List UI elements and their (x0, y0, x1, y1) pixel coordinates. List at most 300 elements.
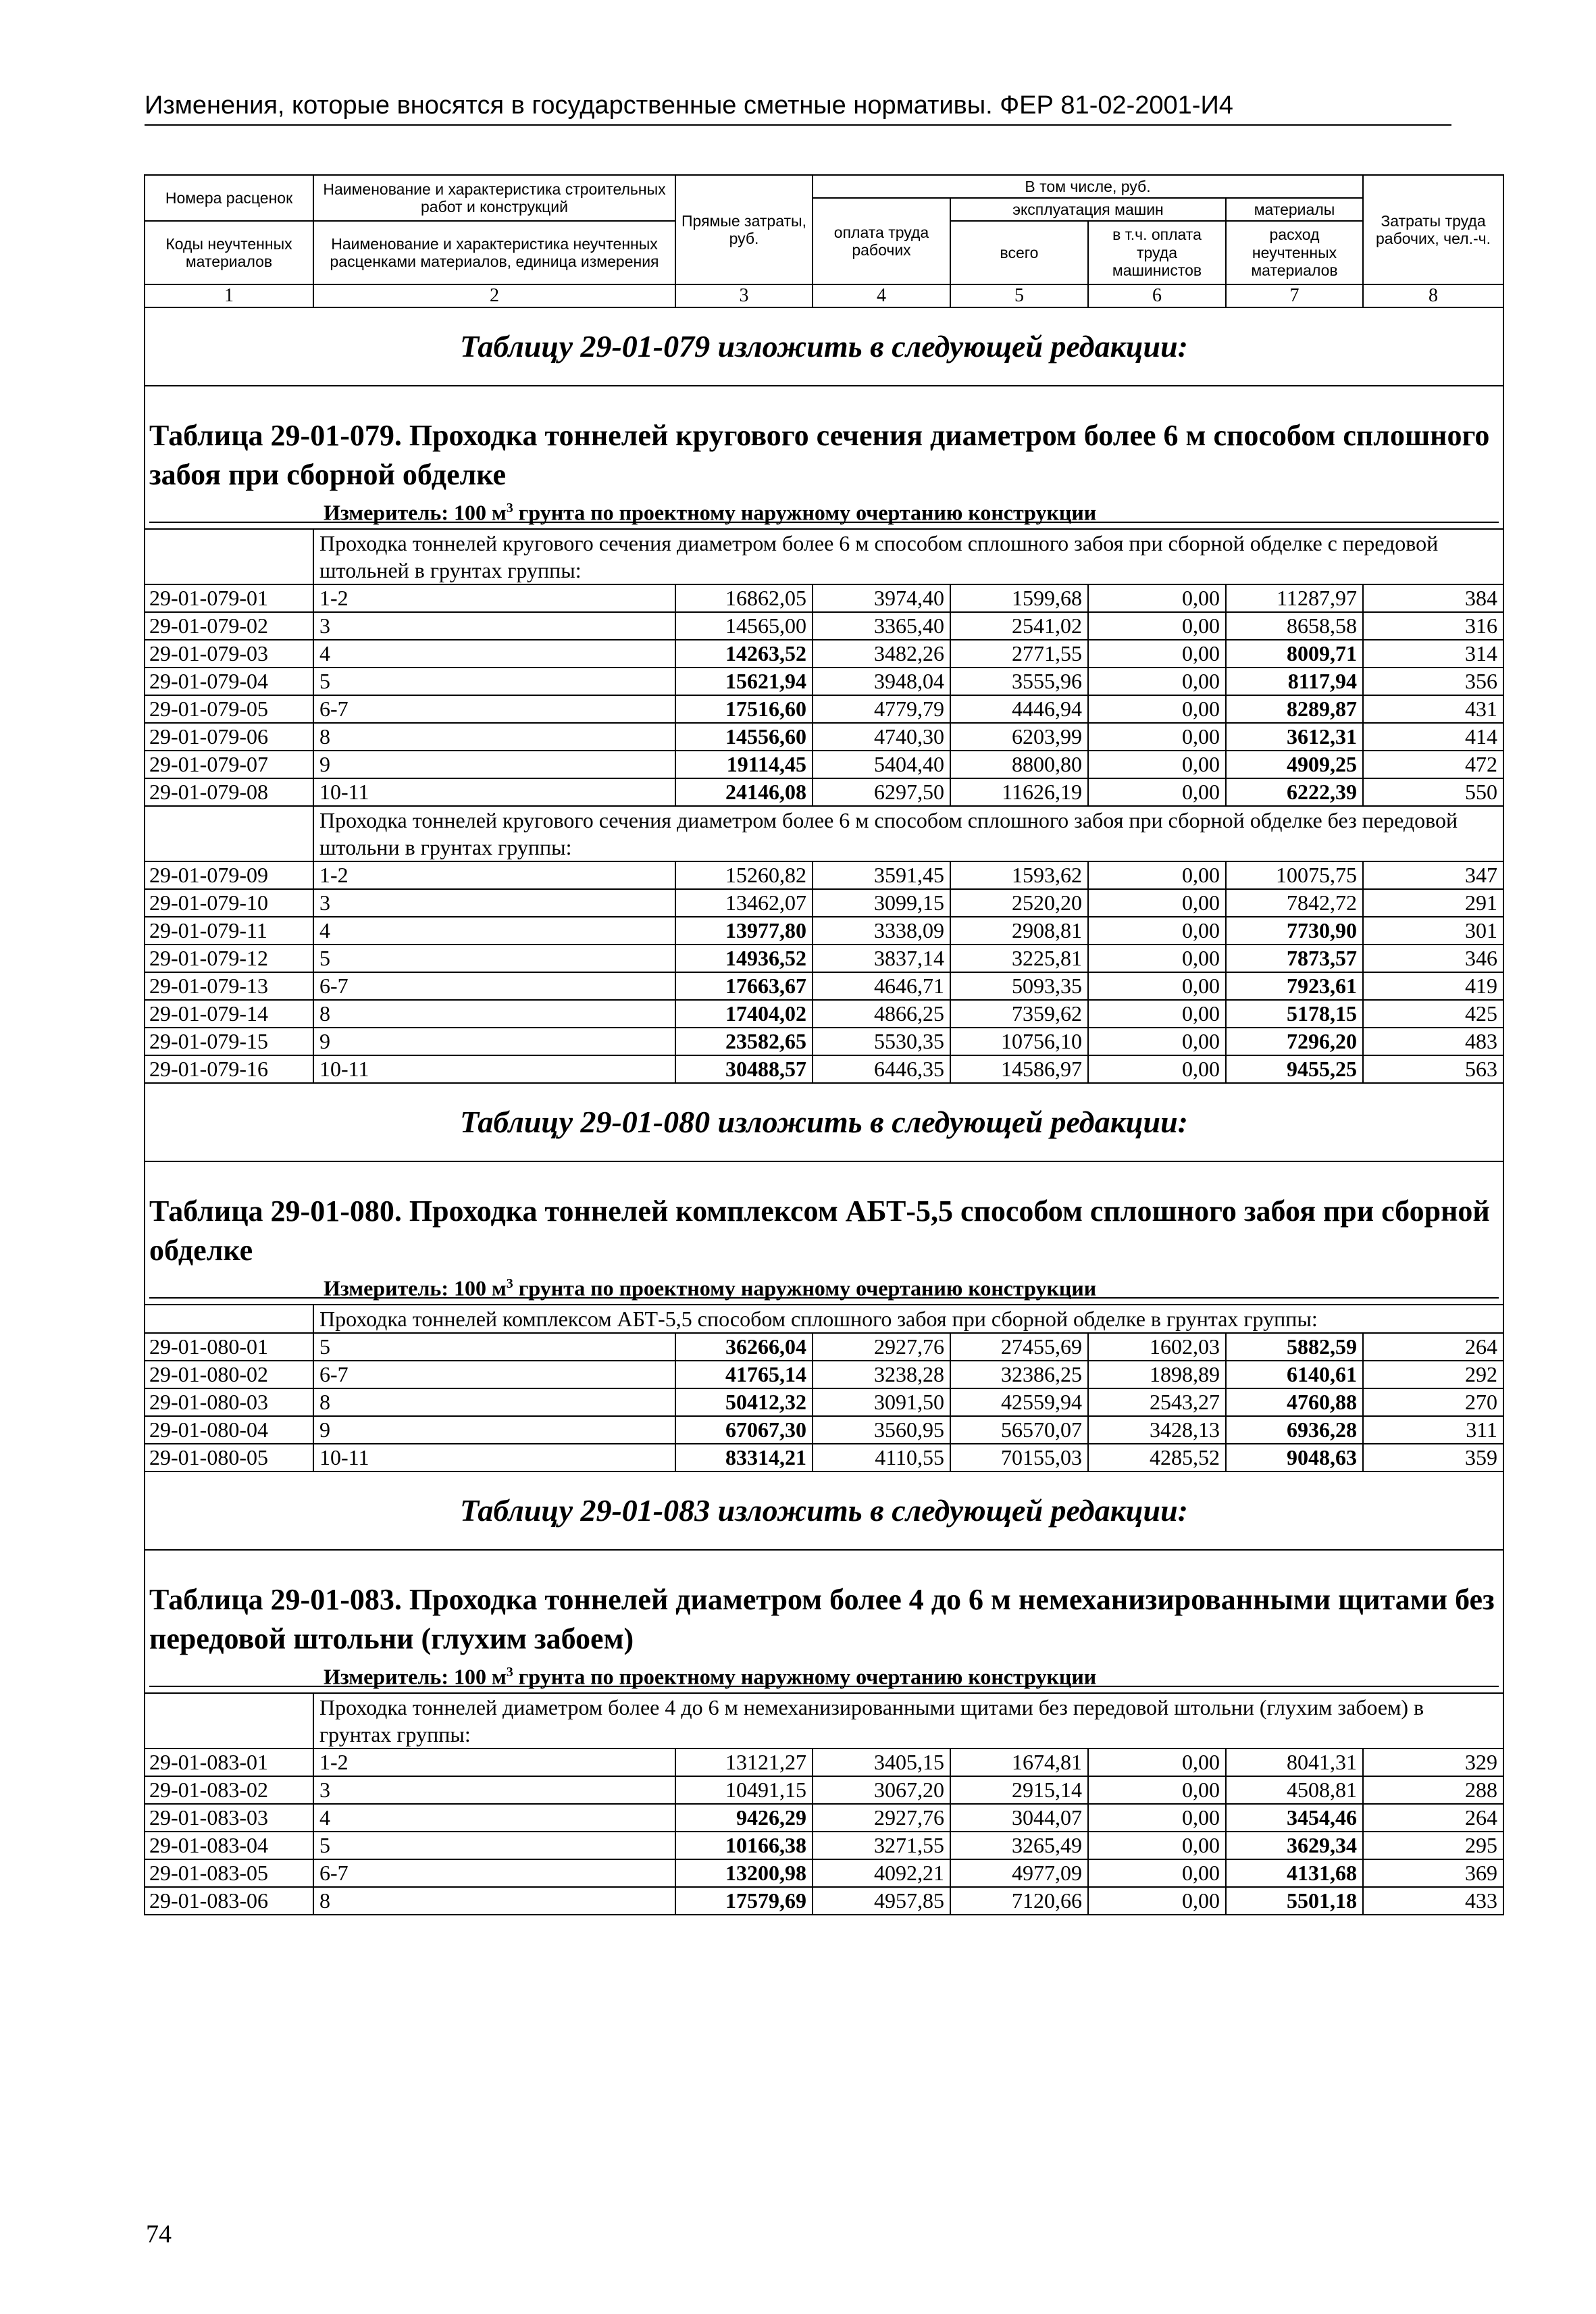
cell-direct-costs: 36266,04 (675, 1333, 813, 1361)
cell-materials-cost: 4909,25 (1226, 751, 1363, 778)
unit-suffix: грунта по проектному наружному очертанию конструкции (513, 1276, 1097, 1301)
cell-operator-pay: 4285,52 (1088, 1444, 1226, 1472)
table-row (145, 917, 1503, 945)
col-material-use: расход неучтенных материалов (1226, 221, 1363, 284)
cell-operator-pay: 0,00 (1088, 1749, 1226, 1776)
rates-table (144, 174, 1504, 1915)
cell-labor-hours: 425 (1363, 1000, 1503, 1028)
cell-direct-costs: 30488,57 (675, 1055, 813, 1083)
cell-operator-pay: 0,00 (1088, 723, 1226, 751)
instruction-row (145, 1472, 1503, 1550)
cell-worker-pay: 2927,76 (813, 1333, 950, 1361)
cell-labor-hours: 414 (1363, 723, 1503, 751)
cell-materials-cost: 8658,58 (1226, 612, 1363, 640)
table-row (145, 861, 1503, 889)
cell-materials-cost: 4508,81 (1226, 1776, 1363, 1804)
cell-rate-code: 29-01-079-04 (145, 668, 313, 695)
cell-rate-code: 29-01-079-05 (145, 695, 313, 723)
table-row (145, 1361, 1503, 1388)
cell-labor-hours: 301 (1363, 917, 1503, 945)
cell-materials-cost: 7296,20 (1226, 1028, 1363, 1055)
table-row (145, 1832, 1503, 1859)
unit-power: 3 (506, 501, 513, 516)
cell-worker-pay: 3238,28 (813, 1361, 950, 1388)
cell-materials-cost: 5178,15 (1226, 1000, 1363, 1028)
cell-labor-hours: 356 (1363, 668, 1503, 695)
cell-machines-total: 3225,81 (950, 945, 1088, 972)
table-row (145, 1749, 1503, 1776)
cell-machines-total: 3265,49 (950, 1832, 1088, 1859)
cell-worker-pay: 4092,21 (813, 1859, 950, 1887)
cell-soil-group: 4 (313, 640, 675, 668)
col-num: 4 (813, 284, 950, 307)
table-row (145, 584, 1503, 612)
cell-operator-pay: 0,00 (1088, 584, 1226, 612)
cell-rate-code: 29-01-080-05 (145, 1444, 313, 1472)
cell-worker-pay: 4779,79 (813, 695, 950, 723)
cell-direct-costs: 14936,52 (675, 945, 813, 972)
cell-worker-pay: 3560,95 (813, 1416, 950, 1444)
table-row (145, 1887, 1503, 1915)
cell-labor-hours: 291 (1363, 889, 1503, 917)
cell-direct-costs: 14263,52 (675, 640, 813, 668)
table-row (145, 1055, 1503, 1083)
unit-prefix: Измеритель: 100 м (324, 500, 507, 525)
cell-worker-pay: 3091,50 (813, 1388, 950, 1416)
cell-labor-hours: 264 (1363, 1804, 1503, 1832)
cell-direct-costs: 13977,80 (675, 917, 813, 945)
cell-operator-pay: 0,00 (1088, 1859, 1226, 1887)
instruction-row (145, 1083, 1503, 1161)
table-row (145, 1416, 1503, 1444)
table-title (145, 1550, 1503, 1693)
group-heading-row (145, 1305, 1503, 1333)
cell-machines-total: 3044,07 (950, 1804, 1088, 1832)
cell-direct-costs: 14556,60 (675, 723, 813, 751)
cell-materials-cost: 6222,39 (1226, 778, 1363, 806)
group-heading: Проходка тоннелей кругового сечения диаметром более 6 м способом сплошного забоя при сборной обделке с передовой штольней в грунтах группы: (313, 529, 1503, 584)
cell-operator-pay: 3428,13 (1088, 1416, 1226, 1444)
cell-rate-code: 29-01-079-01 (145, 584, 313, 612)
col-direct-costs: Прямые затраты, руб. (675, 175, 813, 284)
cell-direct-costs: 16862,05 (675, 584, 813, 612)
cell-machines-total: 2771,55 (950, 640, 1088, 668)
cell-direct-costs: 10491,15 (675, 1776, 813, 1804)
cell-labor-hours: 311 (1363, 1416, 1503, 1444)
column-numbers-row (145, 284, 1503, 307)
cell-rate-code: 29-01-079-07 (145, 751, 313, 778)
cell-machines-total: 11626,19 (950, 778, 1088, 806)
cell-direct-costs: 14565,00 (675, 612, 813, 640)
cell-direct-costs: 83314,21 (675, 1444, 813, 1472)
cell-rate-code: 29-01-083-02 (145, 1776, 313, 1804)
cell-worker-pay: 2927,76 (813, 1804, 950, 1832)
cell-direct-costs: 23582,65 (675, 1028, 813, 1055)
cell-soil-group: 9 (313, 751, 675, 778)
cell-direct-costs: 17579,69 (675, 1887, 813, 1915)
cell-worker-pay: 5404,40 (813, 751, 950, 778)
cell-machines-total: 7120,66 (950, 1887, 1088, 1915)
cell-materials-cost: 9048,63 (1226, 1444, 1363, 1472)
cell-rate-code: 29-01-080-04 (145, 1416, 313, 1444)
table-row (145, 751, 1503, 778)
cell-rate-code: 29-01-083-03 (145, 1804, 313, 1832)
group-heading: Проходка тоннелей диаметром более 4 до 6 м немеханизированными щитами без передовой штольни (глухим забоем) в грунтах группы: (313, 1693, 1503, 1749)
col-num: 3 (675, 284, 813, 307)
cell-soil-group: 5 (313, 1832, 675, 1859)
cell-materials-cost: 8009,71 (1226, 640, 1363, 668)
cell-materials-cost: 7730,90 (1226, 917, 1363, 945)
cell-rate-code: 29-01-079-12 (145, 945, 313, 972)
table-row (145, 1028, 1503, 1055)
cell-machines-total: 2915,14 (950, 1776, 1088, 1804)
cell-materials-cost: 5882,59 (1226, 1333, 1363, 1361)
unit-power: 3 (506, 1665, 513, 1680)
cell-direct-costs: 19114,45 (675, 751, 813, 778)
cell-soil-group: 9 (313, 1028, 675, 1055)
cell-machines-total: 3555,96 (950, 668, 1088, 695)
cell-direct-costs: 10166,38 (675, 1832, 813, 1859)
cell-worker-pay: 4110,55 (813, 1444, 950, 1472)
cell-rate-code: 29-01-079-06 (145, 723, 313, 751)
cell-materials-cost: 11287,97 (1226, 584, 1363, 612)
cell-operator-pay: 0,00 (1088, 861, 1226, 889)
cell-rate-code: 29-01-079-03 (145, 640, 313, 668)
cell-direct-costs: 41765,14 (675, 1361, 813, 1388)
cell-rate-code: 29-01-079-10 (145, 889, 313, 917)
cell-labor-hours: 347 (1363, 861, 1503, 889)
unit-prefix: Измеритель: 100 м (324, 1664, 507, 1689)
group-heading-spacer (145, 529, 313, 584)
cell-worker-pay: 4646,71 (813, 972, 950, 1000)
table-title (145, 1161, 1503, 1305)
table-row (145, 889, 1503, 917)
cell-machines-total: 56570,07 (950, 1416, 1088, 1444)
cell-soil-group: 3 (313, 889, 675, 917)
cell-materials-cost: 7923,61 (1226, 972, 1363, 1000)
cell-machines-total: 14586,97 (950, 1055, 1088, 1083)
table-row (145, 695, 1503, 723)
table-row (145, 972, 1503, 1000)
col-rate-number: Номера расценок (145, 175, 313, 221)
table-row (145, 1388, 1503, 1416)
group-heading-row (145, 806, 1503, 861)
cell-soil-group: 3 (313, 612, 675, 640)
cell-direct-costs: 13200,98 (675, 1859, 813, 1887)
table-title-text: Проходка тоннелей диаметром более 4 до 6 м немеханизированными щитами без передовой штольни (глухим забоем) (149, 1583, 1495, 1656)
cell-worker-pay: 4866,25 (813, 1000, 950, 1028)
col-material-codes: Коды неучтенных материалов (145, 221, 313, 284)
cell-worker-pay: 3482,26 (813, 640, 950, 668)
unit-prefix: Измеритель: 100 м (324, 1276, 507, 1301)
cell-soil-group: 5 (313, 945, 675, 972)
cell-operator-pay: 0,00 (1088, 972, 1226, 1000)
cell-operator-pay: 0,00 (1088, 917, 1226, 945)
cell-operator-pay: 1602,03 (1088, 1333, 1226, 1361)
cell-worker-pay: 3099,15 (813, 889, 950, 917)
cell-labor-hours: 431 (1363, 695, 1503, 723)
cell-machines-total: 7359,62 (950, 1000, 1088, 1028)
col-labor-hours: Затраты труда рабочих, чел.-ч. (1363, 175, 1503, 284)
cell-labor-hours: 329 (1363, 1749, 1503, 1776)
cell-rate-code: 29-01-080-01 (145, 1333, 313, 1361)
col-operator-pay: в т.ч. оплата труда машинистов (1088, 221, 1226, 284)
cell-worker-pay: 5530,35 (813, 1028, 950, 1055)
page-header: Изменения, которые вносятся в государственные сметные нормативы. ФЕР 81-02-2001-И4 (145, 91, 1451, 126)
col-worker-pay: оплата труда рабочих (813, 198, 950, 284)
cell-labor-hours: 288 (1363, 1776, 1503, 1804)
cell-worker-pay: 3271,55 (813, 1832, 950, 1859)
table-title-number: Таблица 29-01-080. (149, 1194, 402, 1228)
cell-labor-hours: 314 (1363, 640, 1503, 668)
table-row (145, 1776, 1503, 1804)
cell-rate-code: 29-01-079-11 (145, 917, 313, 945)
cell-labor-hours: 369 (1363, 1859, 1503, 1887)
cell-materials-cost: 7873,57 (1226, 945, 1363, 972)
group-heading-spacer (145, 806, 313, 861)
table-title-row (145, 386, 1503, 529)
cell-rate-code: 29-01-079-09 (145, 861, 313, 889)
cell-soil-group: 4 (313, 917, 675, 945)
cell-worker-pay: 3067,20 (813, 1776, 950, 1804)
cell-soil-group: 10-11 (313, 1444, 675, 1472)
cell-machines-total: 1674,81 (950, 1749, 1088, 1776)
cell-rate-code: 29-01-083-01 (145, 1749, 313, 1776)
cell-soil-group: 1-2 (313, 584, 675, 612)
cell-materials-cost: 6936,28 (1226, 1416, 1363, 1444)
group-heading-spacer (145, 1693, 313, 1749)
cell-machines-total: 27455,69 (950, 1333, 1088, 1361)
cell-materials-cost: 4760,88 (1226, 1388, 1363, 1416)
col-num: 6 (1088, 284, 1226, 307)
table-row (145, 668, 1503, 695)
cell-operator-pay: 0,00 (1088, 612, 1226, 640)
instruction-text: Таблицу 29-01-079 изложить в следующей редакции: (145, 307, 1503, 386)
cell-machines-total: 2520,20 (950, 889, 1088, 917)
unit-of-measure (149, 1270, 1499, 1299)
cell-operator-pay: 0,00 (1088, 1776, 1226, 1804)
table-row (145, 640, 1503, 668)
cell-worker-pay: 4740,30 (813, 723, 950, 751)
cell-labor-hours: 264 (1363, 1333, 1503, 1361)
cell-rate-code: 29-01-079-02 (145, 612, 313, 640)
cell-direct-costs: 15260,82 (675, 861, 813, 889)
cell-soil-group: 1-2 (313, 861, 675, 889)
table-row (145, 612, 1503, 640)
col-machine-operation: эксплуатация машин (950, 198, 1226, 221)
table-title-text: Проходка тоннелей кругового сечения диаметром более 6 м способом сплошного забоя при сборной обделке (149, 419, 1490, 492)
cell-materials-cost: 8041,31 (1226, 1749, 1363, 1776)
cell-rate-code: 29-01-079-08 (145, 778, 313, 806)
cell-soil-group: 8 (313, 1000, 675, 1028)
table-title-number: Таблица 29-01-083. (149, 1583, 402, 1617)
cell-labor-hours: 550 (1363, 778, 1503, 806)
cell-machines-total: 42559,94 (950, 1388, 1088, 1416)
cell-materials-cost: 3612,31 (1226, 723, 1363, 751)
unit-power: 3 (506, 1276, 513, 1292)
cell-labor-hours: 270 (1363, 1388, 1503, 1416)
cell-soil-group: 3 (313, 1776, 675, 1804)
cell-labor-hours: 295 (1363, 1832, 1503, 1859)
cell-labor-hours: 346 (1363, 945, 1503, 972)
col-num: 1 (145, 284, 313, 307)
cell-rate-code: 29-01-083-06 (145, 1887, 313, 1915)
cell-operator-pay: 0,00 (1088, 751, 1226, 778)
col-including: В том числе, руб. (813, 175, 1363, 198)
cell-worker-pay: 3948,04 (813, 668, 950, 695)
cell-rate-code: 29-01-080-03 (145, 1388, 313, 1416)
cell-direct-costs: 17516,60 (675, 695, 813, 723)
col-materials: материалы (1226, 198, 1363, 221)
cell-rate-code: 29-01-083-05 (145, 1859, 313, 1887)
table-title-text: Проходка тоннелей комплексом АБТ-5,5 способом сплошного забоя при сборной обделке (149, 1194, 1490, 1267)
table-title (145, 386, 1503, 529)
cell-worker-pay: 3365,40 (813, 612, 950, 640)
cell-labor-hours: 563 (1363, 1055, 1503, 1083)
cell-labor-hours: 419 (1363, 972, 1503, 1000)
cell-worker-pay: 6297,50 (813, 778, 950, 806)
cell-rate-code: 29-01-079-16 (145, 1055, 313, 1083)
cell-soil-group: 8 (313, 1887, 675, 1915)
instruction-text: Таблицу 29-01-080 изложить в следующей редакции: (145, 1083, 1503, 1161)
table-row (145, 723, 1503, 751)
cell-labor-hours: 483 (1363, 1028, 1503, 1055)
group-heading: Проходка тоннелей кругового сечения диаметром более 6 м способом сплошного забоя при сборной обделке без передовой штольни в грунтах группы: (313, 806, 1503, 861)
cell-rate-code: 29-01-083-04 (145, 1832, 313, 1859)
cell-direct-costs: 17663,67 (675, 972, 813, 1000)
cell-machines-total: 4446,94 (950, 695, 1088, 723)
cell-worker-pay: 3837,14 (813, 945, 950, 972)
cell-operator-pay: 0,00 (1088, 1055, 1226, 1083)
cell-operator-pay: 1898,89 (1088, 1361, 1226, 1388)
cell-direct-costs: 50412,32 (675, 1388, 813, 1416)
col-num: 5 (950, 284, 1088, 307)
cell-soil-group: 6-7 (313, 1859, 675, 1887)
unit-suffix: грунта по проектному наружному очертанию конструкции (513, 500, 1097, 525)
cell-operator-pay: 0,00 (1088, 1028, 1226, 1055)
cell-soil-group: 5 (313, 668, 675, 695)
cell-direct-costs: 17404,02 (675, 1000, 813, 1028)
cell-labor-hours: 316 (1363, 612, 1503, 640)
unit-of-measure (149, 495, 1499, 523)
cell-materials-cost: 5501,18 (1226, 1887, 1363, 1915)
unit-suffix: грунта по проектному наружному очертанию конструкции (513, 1664, 1097, 1689)
group-heading-spacer (145, 1305, 313, 1333)
cell-direct-costs: 9426,29 (675, 1804, 813, 1832)
instruction-row (145, 307, 1503, 386)
col-machines-total: всего (950, 221, 1088, 284)
table-body (145, 307, 1503, 1915)
group-heading-row (145, 529, 1503, 584)
col-num: 8 (1363, 284, 1503, 307)
cell-worker-pay: 4957,85 (813, 1887, 950, 1915)
cell-soil-group: 6-7 (313, 972, 675, 1000)
cell-materials-cost: 8289,87 (1226, 695, 1363, 723)
cell-soil-group: 8 (313, 723, 675, 751)
cell-materials-cost: 10075,75 (1226, 861, 1363, 889)
cell-worker-pay: 6446,35 (813, 1055, 950, 1083)
cell-worker-pay: 3974,40 (813, 584, 950, 612)
cell-labor-hours: 433 (1363, 1887, 1503, 1915)
cell-labor-hours: 384 (1363, 584, 1503, 612)
cell-operator-pay: 0,00 (1088, 1000, 1226, 1028)
group-heading-row (145, 1693, 1503, 1749)
table-row (145, 945, 1503, 972)
page-number: 74 (146, 2220, 172, 2248)
document-body (144, 174, 1503, 1915)
cell-operator-pay: 0,00 (1088, 945, 1226, 972)
col-num: 7 (1226, 284, 1363, 307)
cell-worker-pay: 3405,15 (813, 1749, 950, 1776)
cell-materials-cost: 3629,34 (1226, 1832, 1363, 1859)
cell-soil-group: 10-11 (313, 1055, 675, 1083)
table-row (145, 1444, 1503, 1472)
table-row (145, 1804, 1503, 1832)
cell-machines-total: 4977,09 (950, 1859, 1088, 1887)
cell-machines-total: 10756,10 (950, 1028, 1088, 1055)
cell-machines-total: 6203,99 (950, 723, 1088, 751)
cell-machines-total: 2908,81 (950, 917, 1088, 945)
table-header (145, 175, 1503, 307)
cell-soil-group: 6-7 (313, 695, 675, 723)
col-num: 2 (313, 284, 675, 307)
table-row (145, 1333, 1503, 1361)
table-title-row (145, 1161, 1503, 1305)
cell-rate-code: 29-01-079-15 (145, 1028, 313, 1055)
cell-rate-code: 29-01-080-02 (145, 1361, 313, 1388)
cell-operator-pay: 2543,27 (1088, 1388, 1226, 1416)
cell-materials-cost: 4131,68 (1226, 1859, 1363, 1887)
cell-machines-total: 2541,02 (950, 612, 1088, 640)
cell-direct-costs: 13121,27 (675, 1749, 813, 1776)
cell-operator-pay: 0,00 (1088, 778, 1226, 806)
cell-rate-code: 29-01-079-13 (145, 972, 313, 1000)
cell-machines-total: 1593,62 (950, 861, 1088, 889)
cell-labor-hours: 292 (1363, 1361, 1503, 1388)
cell-rate-code: 29-01-079-14 (145, 1000, 313, 1028)
cell-direct-costs: 13462,07 (675, 889, 813, 917)
cell-soil-group: 10-11 (313, 778, 675, 806)
col-work-name: Наименование и характеристика строительных работ и конструкций (313, 175, 675, 221)
cell-materials-cost: 3454,46 (1226, 1804, 1363, 1832)
table-title-number: Таблица 29-01-079. (149, 419, 402, 453)
cell-machines-total: 1599,68 (950, 584, 1088, 612)
cell-soil-group: 1-2 (313, 1749, 675, 1776)
cell-machines-total: 5093,35 (950, 972, 1088, 1000)
cell-soil-group: 6-7 (313, 1361, 675, 1388)
cell-soil-group: 5 (313, 1333, 675, 1361)
table-row (145, 778, 1503, 806)
cell-direct-costs: 15621,94 (675, 668, 813, 695)
cell-worker-pay: 3591,45 (813, 861, 950, 889)
cell-labor-hours: 359 (1363, 1444, 1503, 1472)
cell-operator-pay: 0,00 (1088, 695, 1226, 723)
instruction-text: Таблицу 29-01-083 изложить в следующей редакции: (145, 1472, 1503, 1550)
cell-soil-group: 8 (313, 1388, 675, 1416)
unit-of-measure (149, 1659, 1499, 1687)
cell-materials-cost: 9455,25 (1226, 1055, 1363, 1083)
cell-direct-costs: 67067,30 (675, 1416, 813, 1444)
cell-worker-pay: 3338,09 (813, 917, 950, 945)
cell-machines-total: 70155,03 (950, 1444, 1088, 1472)
cell-materials-cost: 7842,72 (1226, 889, 1363, 917)
table-title-row (145, 1550, 1503, 1693)
cell-soil-group: 9 (313, 1416, 675, 1444)
col-material-name: Наименование и характеристика неучтенных расценками материалов, единица измерения (313, 221, 675, 284)
cell-operator-pay: 0,00 (1088, 1804, 1226, 1832)
cell-materials-cost: 6140,61 (1226, 1361, 1363, 1388)
cell-machines-total: 32386,25 (950, 1361, 1088, 1388)
